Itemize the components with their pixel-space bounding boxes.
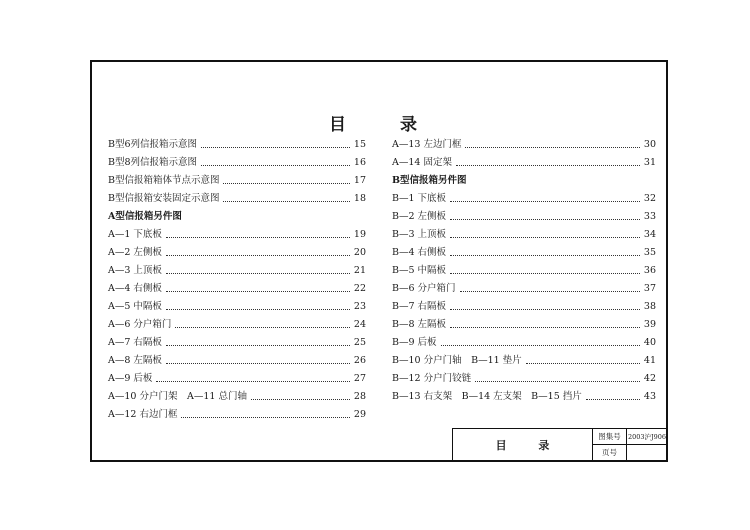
toc-entry[interactable] xyxy=(108,277,366,295)
toc-entry-page: 27 xyxy=(353,373,366,384)
toc-entry[interactable] xyxy=(392,223,656,241)
dot-leader xyxy=(475,381,640,382)
toc-entry[interactable] xyxy=(392,133,656,151)
atlas-number-value: 2003沪J906 xyxy=(627,429,667,445)
toc-entry-label: A—6 分户箱门 xyxy=(108,319,172,330)
toc-entry-label: B—1 下底板 xyxy=(392,193,447,204)
dot-leader xyxy=(465,147,639,148)
toc-entry-label: A—13 左边门框 xyxy=(392,139,462,150)
toc-section-heading: B型信报箱另件图 xyxy=(392,175,467,186)
dot-leader xyxy=(166,291,350,292)
toc-entry[interactable] xyxy=(392,367,656,385)
toc-entry-page: 30 xyxy=(643,139,656,150)
toc-entry[interactable] xyxy=(108,169,366,187)
toc-entry-page: 32 xyxy=(643,193,656,204)
dot-leader xyxy=(456,165,640,166)
toc-entry-page: 36 xyxy=(643,265,656,276)
toc-entry-label: B—2 左侧板 xyxy=(392,211,447,222)
title-block-title: 目 录 xyxy=(453,429,593,460)
toc-entry[interactable] xyxy=(392,331,656,349)
toc-entry-page: 26 xyxy=(353,355,366,366)
toc-entry-label: A—10 分户门架 A—11 总门轴 xyxy=(108,391,247,402)
toc-entry-label: A—2 左侧板 xyxy=(108,247,162,258)
toc-entry-page: 19 xyxy=(353,229,366,240)
toc-entry[interactable] xyxy=(108,241,366,259)
toc-entry-label: B—9 后板 xyxy=(392,337,437,348)
toc-entry-page: 38 xyxy=(643,301,656,312)
dot-leader xyxy=(156,381,349,382)
toc-entry-label: B型信报箱安装固定示意图 xyxy=(108,193,220,204)
page-number-label: 页号 xyxy=(593,445,627,461)
toc-entry[interactable] xyxy=(392,349,656,367)
dot-leader xyxy=(526,363,640,364)
toc-entry-page: 21 xyxy=(353,265,366,276)
toc-entry-page: 28 xyxy=(353,391,366,402)
toc-entry-label: A—14 固定架 xyxy=(392,157,452,168)
dot-leader xyxy=(181,417,349,418)
toc-entry-label: A—3 上顶板 xyxy=(108,265,162,276)
toc-entry[interactable] xyxy=(392,205,656,223)
toc-entry[interactable] xyxy=(392,385,656,403)
toc-entry-label: A—4 右侧板 xyxy=(108,283,162,294)
toc-entry[interactable] xyxy=(108,385,366,403)
dot-leader xyxy=(586,399,640,400)
dot-leader xyxy=(166,345,350,346)
toc-entry[interactable] xyxy=(108,367,366,385)
toc-entry-page: 41 xyxy=(643,355,656,366)
toc-entry-label: B—12 分户门铰链 xyxy=(392,373,472,384)
toc-entry-page: 31 xyxy=(643,157,656,168)
drawing-frame xyxy=(90,60,668,462)
toc-entry-page: 35 xyxy=(643,247,656,258)
toc-entry-page: 15 xyxy=(353,139,366,150)
toc-entry[interactable] xyxy=(108,313,366,331)
toc-entry[interactable] xyxy=(108,223,366,241)
dot-leader xyxy=(450,327,640,328)
toc-entry-label: A—12 右边门框 xyxy=(108,409,178,420)
toc-entry-page: 16 xyxy=(353,157,366,168)
toc-entry-label: A—8 左隔板 xyxy=(108,355,162,366)
toc-entry[interactable] xyxy=(108,133,366,151)
toc-entry[interactable] xyxy=(108,295,366,313)
dot-leader xyxy=(166,309,350,310)
dot-leader xyxy=(166,255,350,256)
dot-leader xyxy=(201,165,350,166)
toc-entry-page: 33 xyxy=(643,211,656,222)
dot-leader xyxy=(166,363,350,364)
dot-leader xyxy=(450,309,640,310)
toc-left-column xyxy=(108,133,366,421)
toc-entry-label: B—7 右隔板 xyxy=(392,301,447,312)
dot-leader xyxy=(201,147,350,148)
toc-entry[interactable] xyxy=(392,259,656,277)
toc-entry-label: A—1 下底板 xyxy=(108,229,162,240)
dot-leader xyxy=(450,219,640,220)
page-title: 目 录 xyxy=(329,115,441,135)
toc-entry-label: B型6列信报箱示意图 xyxy=(108,139,198,150)
dot-leader xyxy=(166,237,350,238)
toc-entry-page: 42 xyxy=(643,373,656,384)
toc-entry-label: B型8列信报箱示意图 xyxy=(108,157,198,168)
toc-entry[interactable] xyxy=(108,403,366,421)
atlas-number-label: 图集号 xyxy=(593,429,627,445)
dot-leader xyxy=(450,273,640,274)
toc-entry-page: 39 xyxy=(643,319,656,330)
dot-leader xyxy=(175,327,349,328)
dot-leader xyxy=(441,345,640,346)
toc-section-heading: A型信报箱另件图 xyxy=(108,211,182,222)
toc-entry-page: 40 xyxy=(643,337,656,348)
toc-entry-label: A—9 后板 xyxy=(108,373,153,384)
toc-entry-page: 24 xyxy=(353,319,366,330)
toc-entry-label: A—5 中隔板 xyxy=(108,301,162,312)
toc-entry-page: 25 xyxy=(353,337,366,348)
dot-leader xyxy=(223,183,349,184)
page-number-value xyxy=(627,445,667,461)
toc-entry-label: B型信报箱箱体节点示意图 xyxy=(108,175,220,186)
toc-entry-label: B—8 左隔板 xyxy=(392,319,447,330)
toc-entry-label: B—10 分户门轴 B—11 垫片 xyxy=(392,355,522,366)
toc-entry[interactable] xyxy=(392,187,656,205)
dot-leader xyxy=(460,291,640,292)
toc-entry[interactable] xyxy=(392,295,656,313)
toc-entry-page: 23 xyxy=(353,301,366,312)
toc-entry[interactable] xyxy=(392,277,656,295)
toc-entry-page: 20 xyxy=(353,247,366,258)
dot-leader xyxy=(450,255,640,256)
toc-entry-label: B—6 分户箱门 xyxy=(392,283,456,294)
toc-entry-page: 34 xyxy=(643,229,656,240)
toc-entry-page: 17 xyxy=(353,175,366,186)
dot-leader xyxy=(166,273,350,274)
dot-leader xyxy=(223,201,349,202)
toc-entry-page: 18 xyxy=(353,193,366,204)
toc-entry[interactable] xyxy=(392,313,656,331)
title-block xyxy=(452,428,666,460)
toc-entry-label: B—3 上顶板 xyxy=(392,229,447,240)
toc-entry[interactable] xyxy=(392,241,656,259)
dot-leader xyxy=(450,237,640,238)
toc-entry-page: 29 xyxy=(353,409,366,420)
toc-entry-label: B—13 右支架 B—14 左支架 B—15 挡片 xyxy=(392,391,582,402)
toc-right-column xyxy=(392,133,656,403)
toc-entry-label: B—5 中隔板 xyxy=(392,265,447,276)
toc-entry[interactable] xyxy=(392,151,656,169)
toc-entry-label: B—4 右侧板 xyxy=(392,247,447,258)
toc-entry-page: 43 xyxy=(643,391,656,402)
dot-leader xyxy=(450,201,640,202)
toc-entry-label: A—7 右隔板 xyxy=(108,337,162,348)
toc-entry[interactable] xyxy=(108,331,366,349)
toc-entry-page: 37 xyxy=(643,283,656,294)
toc-entry[interactable] xyxy=(108,259,366,277)
toc-entry[interactable] xyxy=(108,187,366,205)
toc-entry[interactable] xyxy=(108,349,366,367)
dot-leader xyxy=(251,399,350,400)
toc-entry-page: 22 xyxy=(353,283,366,294)
toc-entry[interactable] xyxy=(108,151,366,169)
